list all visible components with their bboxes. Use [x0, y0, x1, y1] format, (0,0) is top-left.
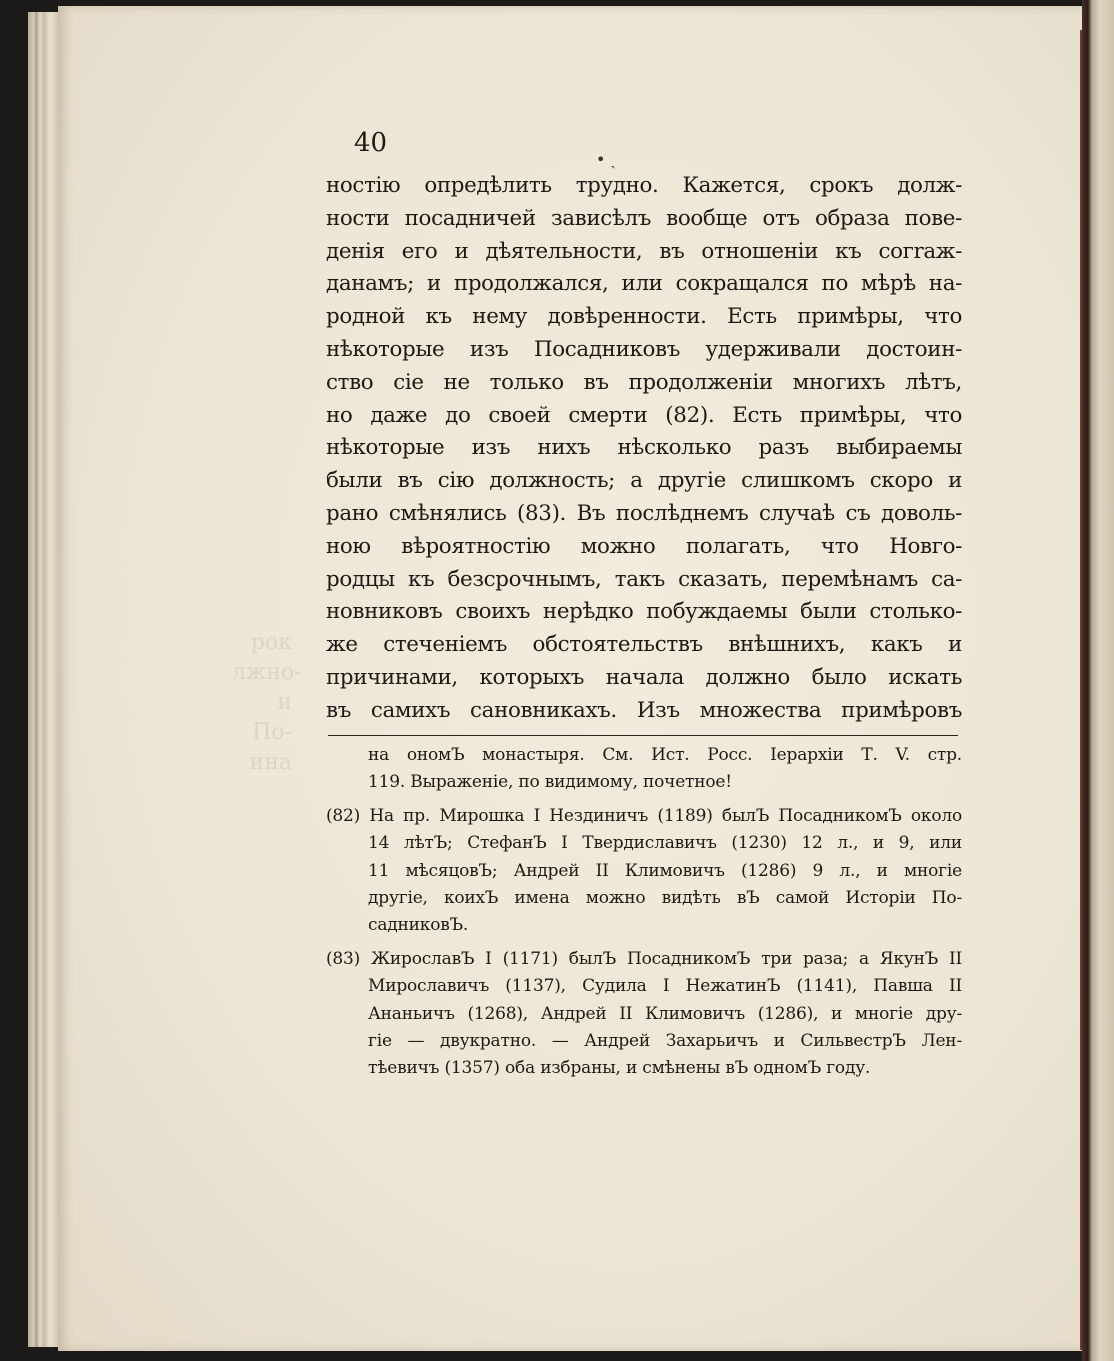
footnotes-block	[326, 742, 962, 1083]
text-line: ною вѣроятностію можно полагать, что Новго-	[326, 533, 962, 559]
bleed-line: ина	[249, 750, 292, 775]
text-line: денія его и дѣятельности, въ отношеніи къ согraж-	[326, 238, 962, 264]
footnote-83-line: гіе — двукратно. — Андрей Захарьичъ и СильвестрЪ Лен-	[368, 1030, 962, 1051]
footnote-line: 119. Выраженіе, по видимому, почетное!	[368, 772, 732, 793]
main-text-block	[326, 170, 962, 728]
text-line: причинами, которыхъ начала должно было искать	[326, 664, 962, 690]
bleed-line: и По-	[252, 690, 292, 745]
footnote-83-line: (83) ЖирославЪ I (1171) былЪ ПосадникомЪ три раза; а ЯкунЪ II	[326, 948, 962, 969]
footnote-82-line: 11 мѣсяцовЪ; Андрей II Климовичъ (1286) 9 л., и многіе	[368, 860, 962, 881]
text-line: ности посадничей зависѣлъ вообще отъ образа пове-	[326, 205, 962, 231]
text-line: ностію опредѣлить трудно. Кажется, срокъ долж-	[326, 173, 962, 198]
bleed-line: рок	[250, 630, 292, 655]
page-number: 40	[354, 128, 388, 158]
text-line: данамъ; и продолжался, или сокращался по мѣрѣ на-	[326, 271, 962, 297]
text-line: новниковъ своихъ нерѣдко побуждаемы были столько-	[326, 599, 962, 625]
bleed-line: лжно-	[232, 660, 302, 685]
footnote-rule	[328, 735, 958, 736]
footnote-82-line: (82) На пр. Мирошка I Нездиничъ (1189) былЪ ПосадникомЪ около	[326, 805, 962, 826]
footnote-82-line: другіе, коихЪ имена можно видѣть вЪ самой Исторіи По-	[368, 887, 962, 908]
text-line: были въ сію должность; а другіе слишкомъ скоро и	[326, 468, 962, 494]
footnote-line: на ономЪ монастыря. См. Ист. Росс. Іерархіи Т. V. стр.	[368, 745, 962, 765]
text-line: рано смѣнялись (83). Въ послѣднемъ случаѣ съ доволь-	[326, 500, 962, 526]
text-line: нѣкоторые изъ нихъ нѣсколько разъ выбираемы	[326, 435, 962, 461]
text-line: же стеченіемъ обстоятельствъ внѣшнихъ, какъ и	[326, 632, 962, 658]
footnote-82-line: садниковЪ.	[368, 915, 469, 936]
footnote-83-line: тѣевичъ (1357) оба избраны, и смѣнены вЪ одномЪ году.	[368, 1058, 871, 1079]
facing-page-edge	[1082, 0, 1114, 1361]
text-line: нѣкоторые изъ Посадниковъ удерживали достоин-	[326, 336, 962, 362]
text-line: въ самихъ сановникахъ. Изъ множества примѣровъ	[326, 697, 962, 723]
footnote-83-line: Мирославичъ (1137), Судила I НежатинЪ (1141), Павша II	[368, 976, 962, 997]
text-line: родной къ нему довѣренности. Есть примѣры, что	[326, 304, 962, 330]
bleed-through-text	[232, 628, 302, 778]
footnote-83-line: Ананьичъ (1268), Андрей II Климовичъ (1286), и многіе дру-	[368, 1003, 962, 1024]
text-line: но даже до своей смерти (82). Есть примѣры, что	[326, 402, 962, 428]
text-line: ство сіе не только въ продолженіи многихъ лѣтъ,	[326, 369, 962, 395]
text-line: родцы къ безсрочнымъ, такъ сказать, перемѣнамъ са-	[326, 566, 962, 592]
footnote-82-line: 14 лѣтЪ; СтефанЪ I Твердиславичъ (1230) 12 л., и 9, или	[368, 833, 962, 854]
ink-specks: • ˎ	[596, 150, 616, 169]
